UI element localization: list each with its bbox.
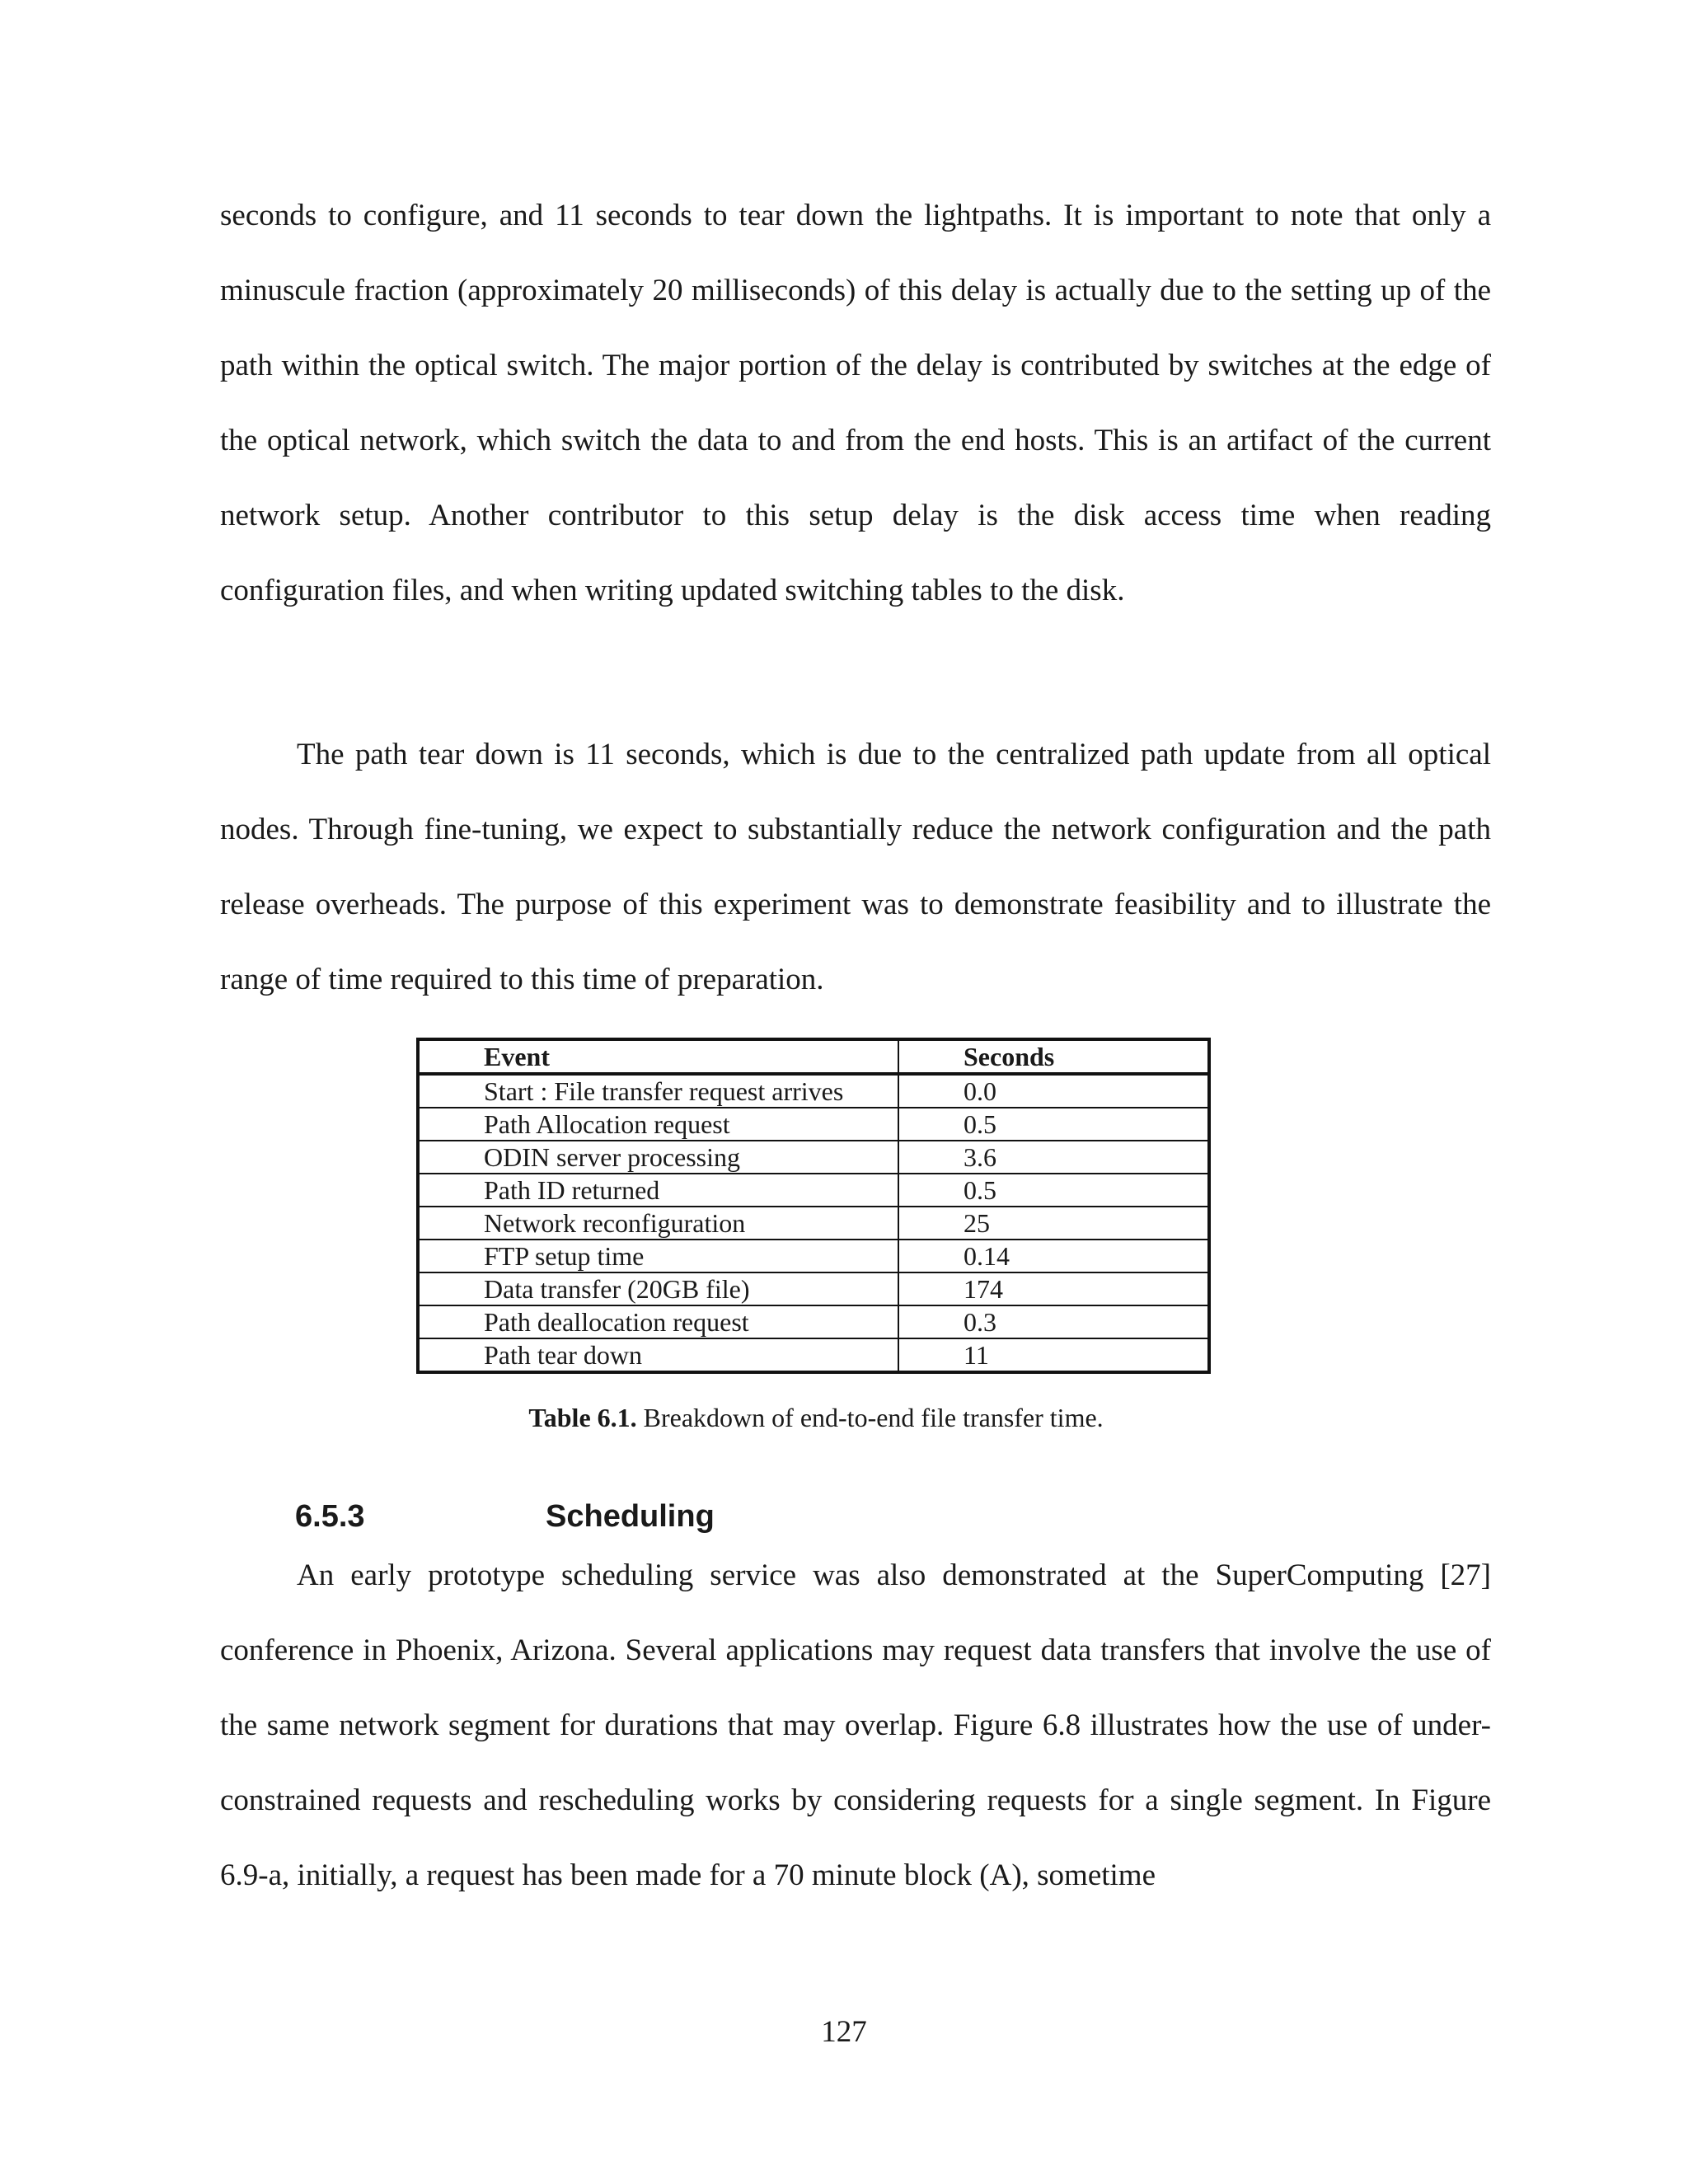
table-row (418, 1108, 1209, 1141)
seconds-cell: 0.0 (898, 1074, 1209, 1108)
event-cell: Start : File transfer request arrives (418, 1074, 898, 1108)
table-row (418, 1338, 1209, 1372)
seconds-cell: 0.5 (898, 1174, 1209, 1207)
event-cell: ODIN server processing (418, 1141, 898, 1174)
seconds-cell: 0.5 (898, 1108, 1209, 1141)
table-row (418, 1207, 1209, 1240)
seconds-cell: 25 (898, 1207, 1209, 1240)
seconds-cell: 0.3 (898, 1305, 1209, 1338)
table-row (418, 1141, 1209, 1174)
body-paragraph-2: The path tear down is 11 seconds, which is due to the centralized path update from all optical nodes. Through fine-tuning, we expect to substantially reduce the network configuration and the path release overheads. The purpose of this experiment was to demonstrate feasibility and to illustrate the range of time required to this time of preparation. (220, 738, 1491, 996)
table-header-row (418, 1039, 1209, 1074)
event-cell: Network reconfiguration (418, 1207, 898, 1240)
seconds-cell: 3.6 (898, 1141, 1209, 1174)
table-row (418, 1272, 1209, 1305)
seconds-cell: 11 (898, 1338, 1209, 1372)
body-paragraph-3: An early prototype scheduling service was also demonstrated at the SuperComputing [27] conference in Phoenix, Arizona. Several applications may request data transfers that involve the use of the same network segment for durations that may overlap. Figure 6.8 illustrates how the use of under-constrained requests and rescheduling works by considering requests for a single segment. In Figure 6.9-a, initially, a request has been made for a 70 minute block (A), sometime (220, 1558, 1491, 1892)
section-title: Scheduling (546, 1499, 715, 1534)
table-row (418, 1074, 1209, 1108)
section-number: 6.5.3 (295, 1499, 365, 1534)
table-caption (416, 1401, 1216, 1434)
page-number: 127 (821, 2015, 867, 2049)
event-cell: Path deallocation request (418, 1305, 898, 1338)
table-row (418, 1240, 1209, 1272)
table-row (418, 1174, 1209, 1207)
event-cell: Path ID returned (418, 1174, 898, 1207)
header-seconds: Seconds (898, 1039, 1209, 1074)
header-event: Event (418, 1039, 898, 1074)
caption-label: Table 6.1. (528, 1403, 637, 1432)
event-cell: FTP setup time (418, 1240, 898, 1272)
table-row (418, 1305, 1209, 1338)
caption-text: Breakdown of end-to-end file transfer time. (636, 1403, 1104, 1432)
body-paragraph-1: seconds to configure, and 11 seconds to tear down the lightpaths. It is important to note that only a minuscule fraction (approximately 20 milliseconds) of this delay is actually due to the setting up of the path within the optical switch. The major portion of the delay is contributed by switches at the edge of the optical network, which switch the data to and from the end hosts. This is an artifact of the current network setup. Another contributor to this setup delay is the disk access time when reading configuration files, and when writing updated switching tables to the disk. (220, 199, 1491, 607)
table-6-1 (416, 1038, 1211, 1374)
transfer-time-table (416, 1038, 1211, 1374)
event-cell: Path Allocation request (418, 1108, 898, 1141)
event-cell: Path tear down (418, 1338, 898, 1372)
event-cell: Data transfer (20GB file) (418, 1272, 898, 1305)
seconds-cell: 174 (898, 1272, 1209, 1305)
seconds-cell: 0.14 (898, 1240, 1209, 1272)
